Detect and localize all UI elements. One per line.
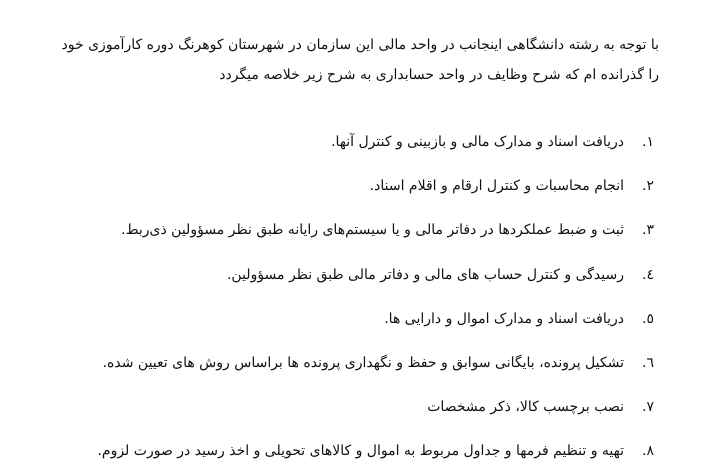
intro-line-2: را گذرانده ام که شرح وظایف در واحد حسابداری به شرح زیر خلاصه میگردد — [219, 67, 659, 83]
list-item-number: ٧. — [642, 399, 654, 416]
list-item-text: ثبت و ضبط عملکردها در دفاتر مالی و یا سیستم‌های رایانه طبق نظر مسؤولین ذی‌ربط. — [121, 222, 624, 239]
list-item — [34, 164, 654, 208]
list-item-number: ٤. — [642, 266, 654, 283]
list-item-text: انجام محاسبات و کنترل ارقام و اقلام اسناد. — [369, 178, 624, 195]
list-item — [34, 385, 654, 429]
list-item-number: ٣. — [642, 222, 654, 239]
list-item-text: تشکیل پرونده، بایگانی سوابق و حفظ و نگهداری پرونده ها براساس روش های تعیین شده. — [102, 355, 624, 372]
list-item-number: ٦. — [642, 355, 654, 372]
list-item-number: ١. — [642, 134, 654, 151]
list-item — [34, 208, 654, 252]
list-item — [34, 429, 654, 473]
list-item-text: تهیه و تنظیم فرمها و جداول مربوط به اموال و کالاهای تحویلی و اخذ رسید در صورت لزوم. — [97, 443, 624, 460]
intro-line-1: با توجه به رشته دانشگاهی اینجانب در واحد مالی این سازمان در شهرستان کوهرنگ دوره کارآموزی خود — [61, 37, 659, 53]
list-item — [34, 253, 654, 297]
intro-paragraph — [59, 30, 659, 90]
list-item-number: ٨. — [642, 443, 654, 460]
list-item-number: ٥. — [642, 310, 654, 327]
list-item — [34, 297, 654, 341]
list-item-number: ٢. — [642, 178, 654, 195]
list-item — [34, 341, 654, 385]
duties-list — [34, 120, 654, 474]
list-item — [34, 120, 654, 164]
list-item-text: نصب برچسب کالا، ذکر مشخصات — [427, 399, 624, 416]
list-item-text: دریافت اسناد و مدارک اموال و دارایی ها. — [384, 310, 624, 327]
list-item-text: دریافت اسناد و مدارک مالی و بازبینی و کنترل آنها. — [331, 134, 624, 151]
list-item-text: رسیدگی و کنترل حساب های مالی و دفاتر مالی طبق نظر مسؤولین. — [226, 266, 624, 283]
